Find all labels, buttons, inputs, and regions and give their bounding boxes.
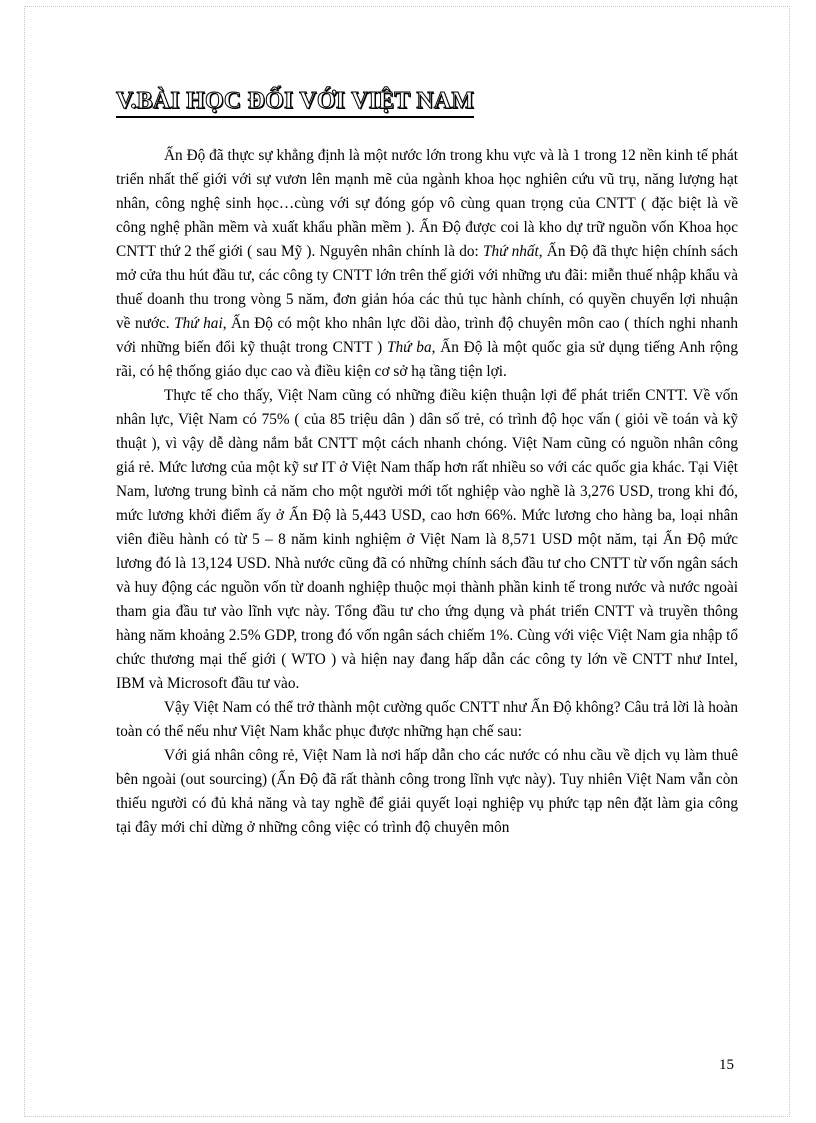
paragraph-text: Thực tế cho thấy, Việt Nam cũng có những điều kiện thuận lợi để phát triển CNTT. Về vốn nhân lực, Việt Nam có 75% ( của 85 triệu dân ) dân số trẻ, có trình độ học vấn ( giỏi về toán và kỹ thuật ), vì vậy dễ dàng nắm bắt CNTT một cách nhanh chóng. Việt Nam cũng có nguồn nhân công giá rẻ. Mức lương của một kỹ sư IT ở Việt Nam thấp hơn rất nhiều so với các quốc gia khác. Tại Việt Nam, lương trung bình cả năm cho một người mới tốt nghiệp vào nghề là 3,276 USD, trong khi đó, mức lương khởi điểm ấy ở Ấn Độ là 5,443 USD, cao hơn 66%. Mức lương cho hàng ba, loại nhân viên điều hành có từ 5 – 8 năm kinh nghiệm ở Việt Nam là 8,571 USD một năm, tại Ấn Độ mức lương đó là 13,124 USD. Nhà nước cũng đã có những chính sách đầu tư cho CNTT từ vốn ngân sách và huy động các nguồn vốn từ doanh nghiệp thuộc mọi thành phần kinh tế trong nước và nước ngoài tham gia đầu tư vào lĩnh vực này. Tổng đầu tư cho ứng dụng và phát triển CNTT và truyền thông hàng năm khoảng 2.5% GDP, trong đó vốn ngân sách chiếm 1%. Cùng với việc Việt Nam gia nhập tổ chức thương mại thế giới ( WTO ) và hiện nay đang hấp dẫn các công ty lớn về CNTT như Intel, IBM và Microsoft đầu tư vào. [116,387,738,692]
paragraph-3 [116,696,738,744]
emphasis-text: Thứ hai [174,315,223,332]
paragraph-text: Ấn Độ đã thực sự khẳng định là một nước lớn trong khu vực và là 1 trong 12 nền kinh tế phát triển nhất thế giới với sự vươn lên mạnh mẽ của ngành khoa học nghiên cứu vũ trụ, năng lượng hạt nhân, công nghệ sinh học…cùng với sự đóng góp vô cùng quan trọng của CNTT ( đặc biệt là về công nghệ phần mềm và xuất khẩu phần mềm ). Ấn Độ được coi là kho dự trữ nguồn vốn Khoa học CNTT thứ 2 thế giới ( sau Mỹ ). Nguyên nhân chính là do: [116,147,738,260]
paragraph-text: , Ấn Độ đã thực hiện chính sách mở cửa thu hút đầu tư, các công ty CNTT lớn trên thế giới với những ưu đãi: miễn thuế nhập khẩu và thuế doanh thu trong vòng 5 năm, đơn giản hóa các thủ tục hành chính, có quyền chuyển lợi nhuận về nước. [116,243,738,332]
paragraph-text: Vậy Việt Nam có thể trở thành một cường quốc CNTT như Ấn Độ không? Câu trả lời là hoàn toàn có thể nếu như Việt Nam khắc phục được những hạn chế sau: [116,699,738,740]
paragraphs [116,144,738,840]
paragraph-4 [116,744,738,840]
paragraph-2 [116,384,738,696]
emphasis-text: Thứ ba [387,339,432,356]
paragraph-text: , Ấn Độ là một quốc gia sử dụng tiếng Anh rộng rãi, có hệ thống giáo dục cao và điều kiện cơ sở hạ tầng tiện lợi. [116,339,738,380]
paragraph-text: , Ấn Độ có một kho nhân lực dồi dào, trình độ chuyên môn cao ( thích nghi nhanh với những biến đổi kỹ thuật trong CNTT ) [116,315,739,356]
emphasis-text: Thứ nhất [482,243,539,260]
document-body [116,86,738,840]
page-number: 15 [719,1057,734,1073]
section-title: V.BÀI HỌC ĐỐI VỚI VIỆT NAM [116,86,474,118]
paragraph-1 [116,144,738,384]
paragraph-text: Với giá nhân công rẻ, Việt Nam là nơi hấp dẫn cho các nước có nhu cầu về dịch vụ làm thuê bên ngoài (out sourcing) (Ấn Độ đã rất thành công trong lĩnh vực này). Tuy nhiên Việt Nam vẫn còn thiếu người có đủ khả năng và tay nghề để giải quyết loại nghiệp vụ phức tạp nên đặt làm gia công tại đây mới chỉ dừng ở những công việc có trình độ chuyên môn [116,747,738,836]
